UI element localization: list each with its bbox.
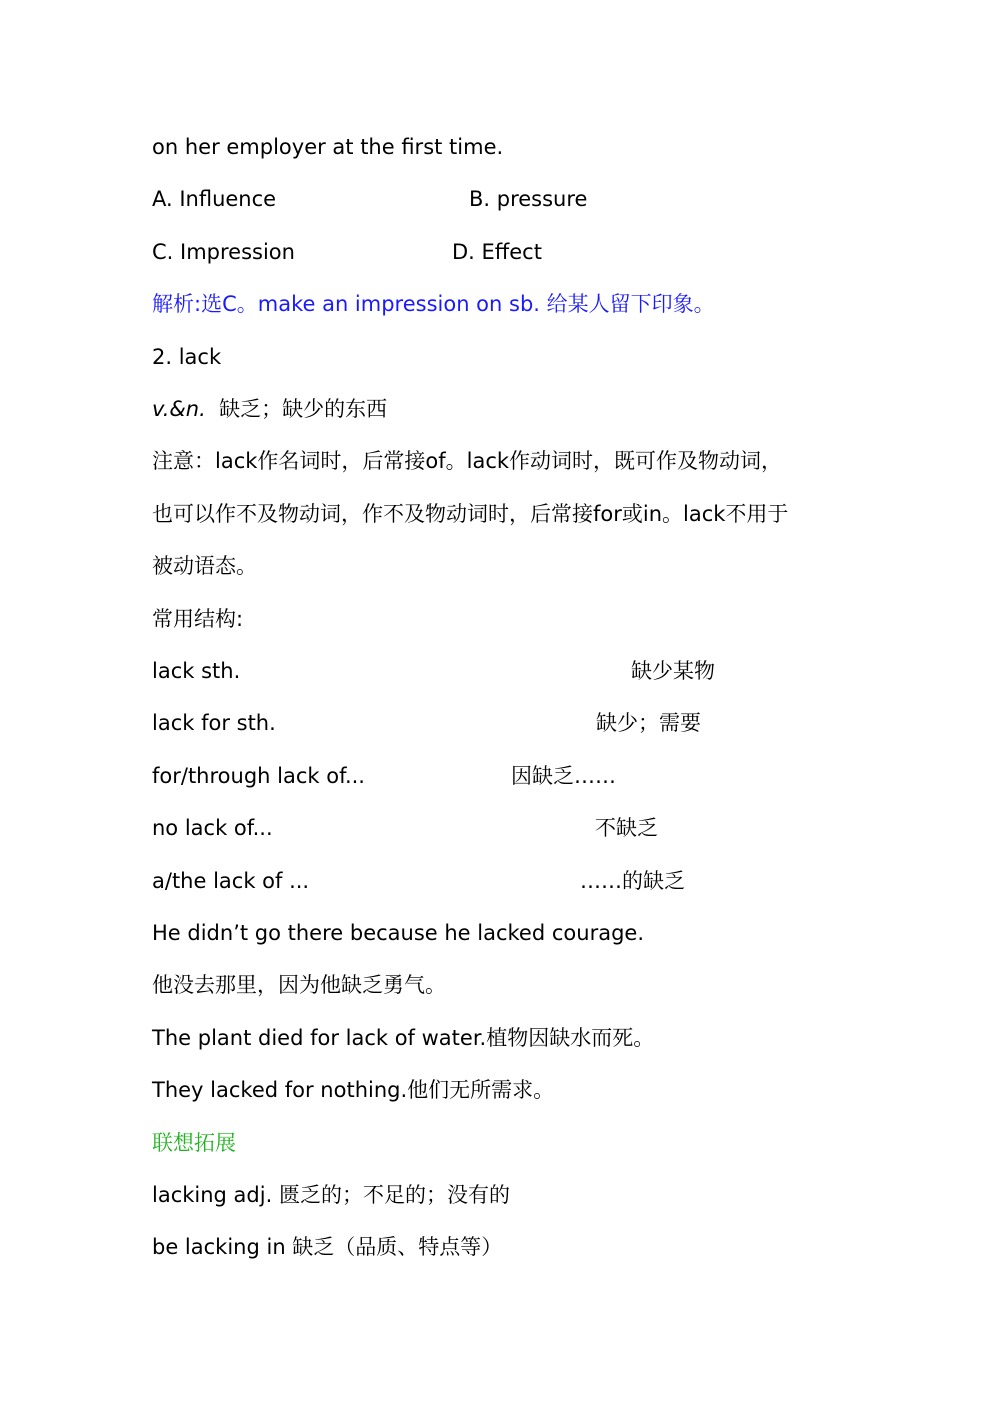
extension-item: be lacking in 缺乏（品质、特点等） [152, 1235, 503, 1259]
example-sentence: The plant died for lack of water.植物因缺水而死。 [152, 1026, 655, 1050]
structure-en: for/through lack of... [152, 764, 365, 788]
question-stem: on her employer at the first time. [152, 135, 504, 159]
structure-zh: 不缺乏 [595, 816, 658, 840]
structure-en: lack sth. [152, 659, 241, 683]
option-a: A. Influence [152, 187, 277, 211]
structure-en: lack for sth. [152, 711, 276, 735]
structure-zh: 缺少；需要 [596, 711, 701, 735]
usage-note-line: 注意：lack作名词时，后常接of。lack作动词时，既可作及物动词， [152, 449, 783, 473]
part-of-speech-meaning: 缺乏；缺少的东西 [219, 397, 388, 421]
option-c: C. Impression [152, 240, 295, 264]
structure-zh: ……的缺乏 [580, 869, 685, 893]
answer-analysis: 解析:选C。make an impression on sb. 给某人留下印象。 [152, 292, 715, 316]
option-d: D. Effect [452, 240, 542, 264]
part-of-speech-line [152, 394, 387, 424]
usage-note-line: 也可以作不及物动词，作不及物动词时，后常接for或in。lack不用于 [152, 502, 789, 526]
structure-zh: 缺少某物 [631, 659, 715, 683]
part-of-speech: v.&n. [152, 397, 206, 421]
extension-title: 联想拓展 [152, 1131, 236, 1155]
example-sentence: They lacked for nothing.他们无所需求。 [152, 1078, 555, 1102]
structures-title: 常用结构: [152, 607, 244, 631]
example-translation: 他没去那里，因为他缺乏勇气。 [152, 973, 446, 997]
structure-en: a/the lack of ... [152, 869, 310, 893]
extension-item: lacking adj. 匮乏的；不足的；没有的 [152, 1183, 510, 1207]
option-b: B. pressure [469, 187, 588, 211]
example-sentence: He didn’t go there because he lacked courage. [152, 921, 644, 945]
structure-en: no lack of... [152, 816, 273, 840]
entry-heading: 2. lack [152, 345, 222, 369]
structure-zh: 因缺乏…… [511, 764, 616, 788]
usage-note-line: 被动语态。 [152, 554, 257, 578]
